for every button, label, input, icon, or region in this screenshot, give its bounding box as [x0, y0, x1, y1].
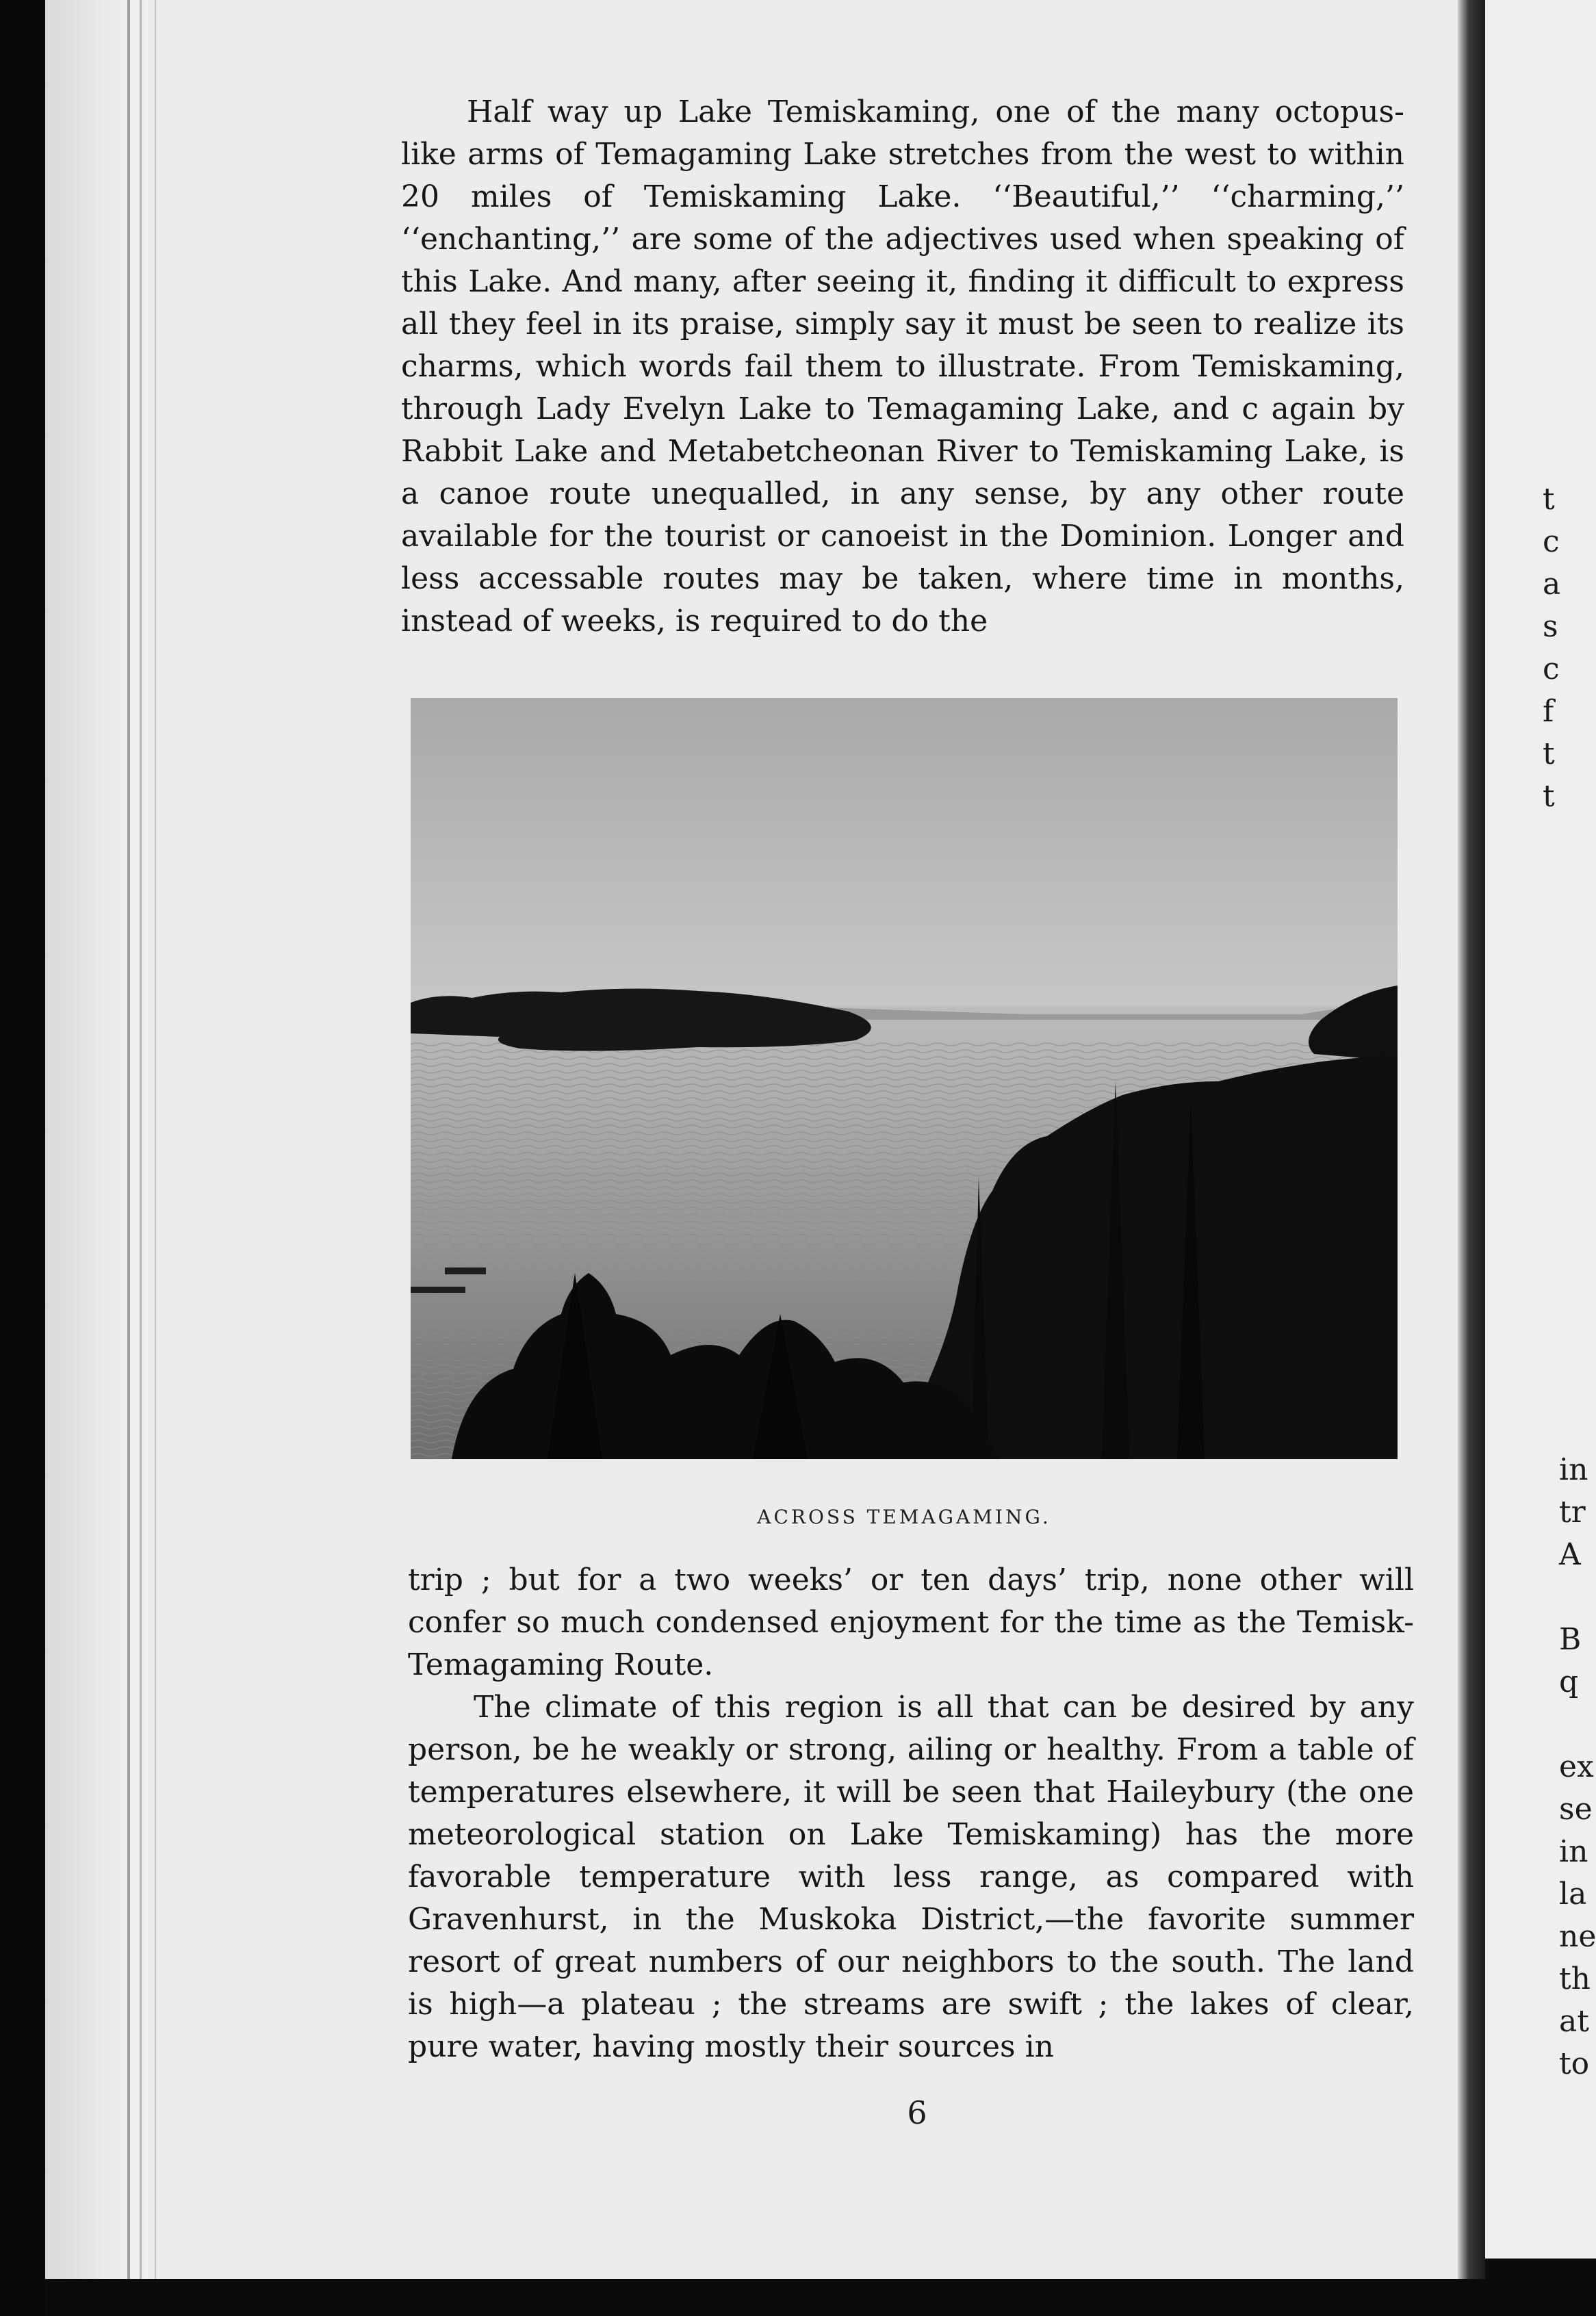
facing-page-fragment: in — [1559, 1452, 1588, 1487]
facing-page-fragment: s — [1543, 609, 1558, 644]
facing-page-fragment: to — [1559, 2046, 1590, 2081]
facing-page-fragment: th — [1559, 1961, 1591, 1996]
facing-page-fragment: la — [1559, 1877, 1587, 1912]
facing-page-fragment: t — [1543, 736, 1555, 771]
paragraph-intro: Half way up Lake Temiskaming, one of the many octopus-like arms of Temagaming Lake stretches from the west to within 20 miles of Temiskaming Lake. ‘‘Beautiful,’’ ‘‘charming,’’ ‘‘enchanting,’’ are some of the adjectives used when speaking of this Lake. And many, after seeing it, finding it difficult to express all they feel in its praise, simply say it must be seen to realize its charms, which words fail them to illustrate. From Temiskaming, through Lady Evelyn Lake to Temagaming Lake, and c again by Rabbit Lake and Metabetcheonan River to Temiskaming Lake, is a canoe route unequalled, in any sense, by any other route available for the tourist or canoeist in the Dominion. Longer and less accessable routes may be taken, where time in months, instead of weeks, is required to do the — [401, 94, 1404, 639]
page-number: 6 — [907, 2094, 927, 2131]
facing-page-fragment: f — [1543, 694, 1554, 729]
facing-page-fragment: tr — [1559, 1495, 1586, 1530]
facing-page-fragment: a — [1543, 567, 1561, 602]
facing-page-fragment: ne — [1559, 1919, 1596, 1954]
facing-page-fragment: c — [1543, 652, 1560, 686]
photograph-across-temagaming — [411, 698, 1398, 1459]
facing-page-fragment: in — [1559, 1834, 1588, 1869]
text-block-top — [401, 91, 1404, 643]
photo-caption: ACROSS TEMAGAMING. — [757, 1506, 1051, 1528]
paragraph-climate: The climate of this region is all that can be desired by any person, be he weakly or strong, ailing or healthy. From a table of temperatures elsewhere, it will be seen that Haileybury (the one meteorological station on Lake Temiskaming) has the more favorable temperature with less range, as compared with Gravenhurst, in the Muskoka District,—the favorite summer resort of great numbers of our neighbors to the south. The land is high—a plateau ; the streams are swift ; the lakes of clear, pure water, having mostly their sources in — [408, 1690, 1414, 2064]
page-gutter-shade — [45, 0, 148, 2279]
facing-page-fragment: t — [1543, 482, 1555, 517]
facing-page-fragment: ex — [1559, 1749, 1594, 1784]
facing-page-fragment: A — [1559, 1537, 1581, 1572]
page-edge-shadow — [1458, 0, 1485, 2279]
facing-page — [1485, 0, 1596, 2259]
scan-background-left — [0, 0, 45, 2316]
facing-page-fragment: q — [1559, 1664, 1579, 1699]
facing-page-fragment: B — [1559, 1622, 1582, 1657]
facing-page-fragment: t — [1543, 779, 1555, 814]
facing-page-fragment: se — [1559, 1792, 1593, 1827]
facing-page-fragment: c — [1543, 524, 1560, 559]
gutter-line — [127, 0, 130, 2279]
lake-photo-illustration — [411, 698, 1398, 1459]
gutter-line — [155, 0, 156, 2279]
paragraph-continued: trip ; but for a two weeks’ or ten days’ trip, none other will confer so much condensed enjoyment for the time as the Temisk-Temagaming Route. — [408, 1562, 1414, 1682]
scan-background-bottom — [45, 2279, 1596, 2316]
text-block-bottom — [408, 1559, 1414, 2068]
facing-page-fragment: at — [1559, 2004, 1589, 2039]
gutter-line — [140, 0, 142, 2279]
